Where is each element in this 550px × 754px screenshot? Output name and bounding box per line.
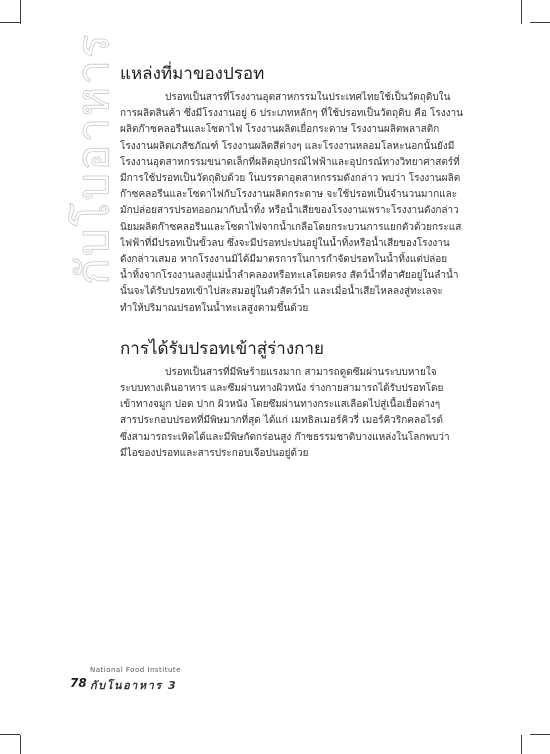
paragraph-line: มักปล่อยสารปรอทออกมากับน้ำทิ้ง หรือน้ำเสียของโรงงานเพราะโรงงานดังกล่าว xyxy=(120,205,459,217)
paragraph-line: ปรอทเป็นสารที่มีพิษร้ายแรงมาก สามารถดูดซึมผ่านระบบหายใจ xyxy=(165,366,437,378)
footer-organization: National Food Institute xyxy=(90,666,181,674)
paragraph-line: ทำให้ปริมาณปรอทในน้ำทะเลสูงตามขึ้นด้วย xyxy=(120,302,309,314)
crop-mark-bottom-left xyxy=(20,735,21,754)
section-body-sources xyxy=(120,90,516,317)
paragraph-line: โรงงานผลิตเภสัชภัณฑ์ โรงงานผลิตสีต่างๆ และโรงงานหลอมโลหะนอกนั้นยังมี xyxy=(120,140,455,152)
section-heading-exposure: การได้รับปรอทเข้าสู่ร่างกาย xyxy=(120,338,324,359)
paragraph-line: ปรอทเป็นสารที่โรงงานอุตสาหกรรมในประเทศไทยใช้เป็นวัตถุดิบใน xyxy=(165,92,451,103)
section-heading-sources: แหล่งที่มาของปรอท xyxy=(120,64,265,84)
crop-mark-bottom-left-h xyxy=(0,734,20,735)
paragraph-line: ไฟฟ้าที่มีปรอทเป็นขั้วลบ ซึ่งจะมีปรอทปะปนอยู่ในน้ำทิ้งหรือน้ำเสียของโรงงาน xyxy=(120,237,450,249)
crop-mark-top-right xyxy=(521,0,522,24)
paragraph-line: มีการใช้ปรอทเป็นวัตถุดิบด้วย ในบรรดาอุตสาหกรรมดังกล่าว พบว่า โรงงานผลิต xyxy=(120,173,461,185)
page-footer xyxy=(70,666,270,694)
paragraph-line: นิยมผลิตก๊าซคลอรีนและโซดาไฟจากน้ำเกลือโดยกระบวนการแยกตัวด้วยกระแส xyxy=(120,221,462,233)
section-body-exposure xyxy=(120,365,516,462)
page-number: 78 xyxy=(70,676,87,690)
paragraph-line: ซึ่งสามารถระเหิดได้และมีพิษกัดกร่อนสูง ก๊าซธรรมชาติบางแหล่งในโลกพบว่า xyxy=(120,431,450,443)
side-watermark-title: กับโบอาหาร xyxy=(68,32,119,285)
paragraph-line: โรงงานอุตสาหกรรมขนาดเล็กที่ผลิตอุปกรณ์ไฟฟ้าและอุปกรณ์ทางวิทยาศาสตร์ที่ xyxy=(120,156,460,168)
crop-mark-top-left xyxy=(20,0,21,24)
paragraph-line: เข้าทางจมูก ปอด ปาก ผิวหนัง โดยซึมผ่านทางกระแสเลือดไปสู่เนื้อเยื่อต่างๆ xyxy=(120,399,441,411)
paragraph-line: ระบบทางเดินอาหาร และซึมผ่านทางผิวหนัง ร่างกายสามารถได้รับปรอทโดย xyxy=(120,383,444,395)
paragraph-line: มีไอของปรอทและสารประกอบเจือปนอยู่ด้วย xyxy=(120,447,309,459)
paragraph-line: สารประกอบปรอทที่มีพิษมากที่สุด ได้แก่ เมทธิลเมอร์คิวรี่ เมอร์คิวริกคลอไรด์ xyxy=(120,415,444,427)
paragraph-line: ผลิตก๊าซคลอรีนและโซดาไฟ โรงงานผลิตเยื่อกระดาษ โรงงานผลิตพลาสติก xyxy=(120,124,440,136)
paragraph-line: ก๊าซคลอรีนและโซดาไฟกับโรงงานผลิตกระดาษ จะใช้ปรอทเป็นจำนวนมากและ xyxy=(120,189,458,201)
paragraph-line: การผลิตสินค้า ซึ่งมีโรงงานอยู่ 6 ประเภทหลักๆ ที่ใช้ปรอทเป็นวัตถุดิบ คือ โรงงาน xyxy=(120,108,463,120)
paragraph-line: ดังกล่าวเสมอ หากโรงงานมิได้มีมาตรการในการกำจัดปรอทในน้ำทิ้งแต่ปล่อย xyxy=(120,254,448,266)
paragraph-line: น้ำทิ้งจากโรงงานลงสู่แม่น้ำลำคลองหรือทะเลโดยตรง สัตว์น้ำที่อาศัยอยู่ในลำน้ำ xyxy=(120,270,459,282)
footer-book-title: กับโนอาหาร 3 xyxy=(90,679,178,692)
crop-mark-bottom-right-h xyxy=(530,734,550,735)
main-content xyxy=(120,62,516,462)
crop-mark-bottom-right xyxy=(521,735,522,754)
crop-mark-top-right-h xyxy=(530,22,550,23)
crop-mark-top-left-h xyxy=(0,22,20,23)
paragraph-line: นั้นจะได้รับปรอทเข้าไปสะสมอยู่ในตัวสัตว์น้ำ และเมื่อน้ำเสียไหลลงสู่ทะเลจะ xyxy=(120,286,443,298)
